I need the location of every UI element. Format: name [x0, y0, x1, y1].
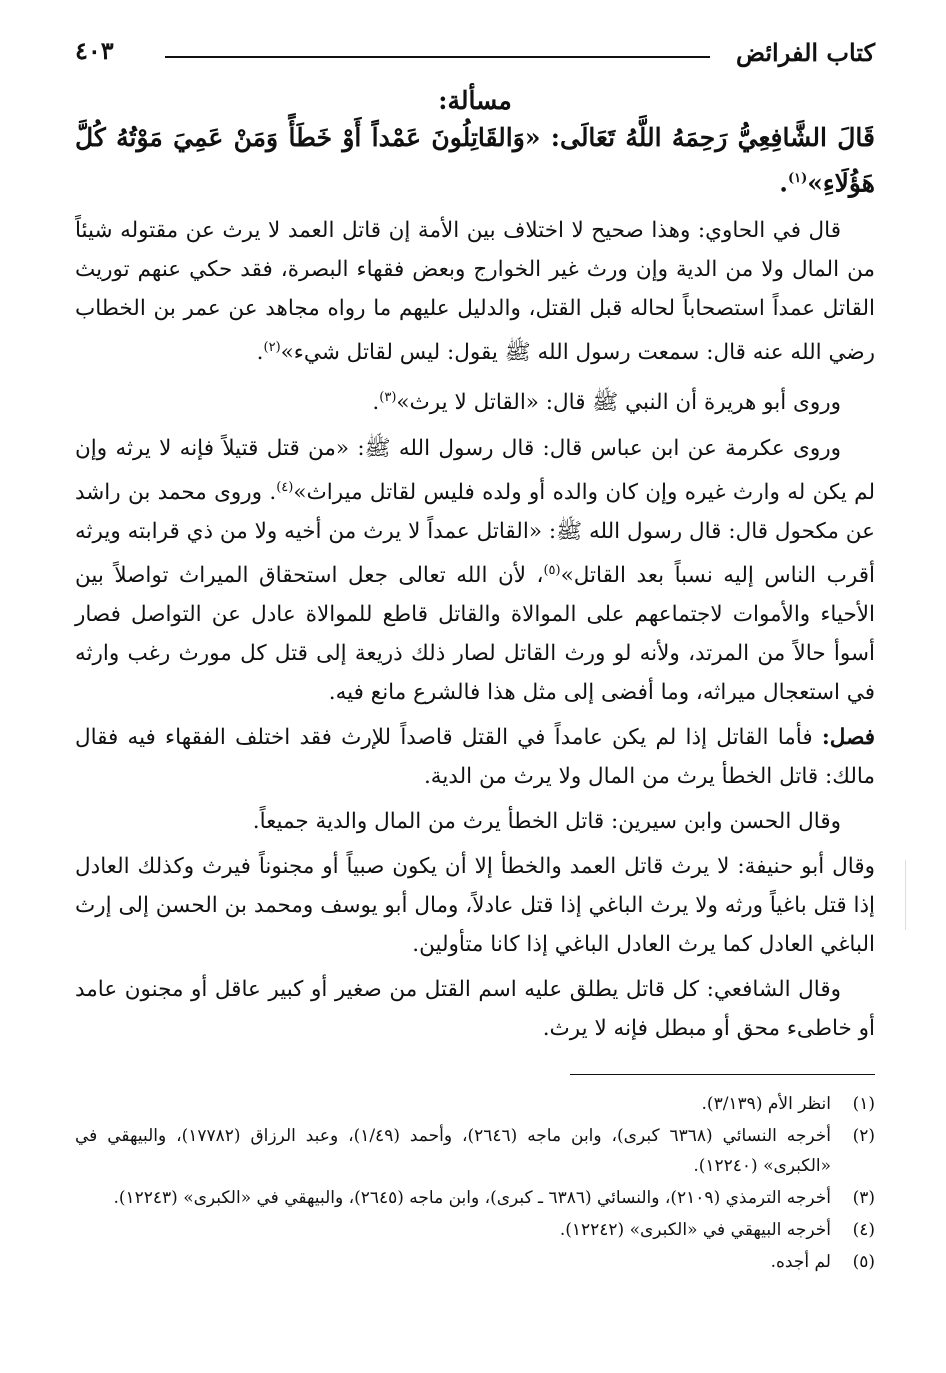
footnote [75, 1089, 875, 1119]
paragraph-1 [75, 211, 875, 372]
paragraph-3-a: وروى عكرمة عن ابن عباس قال: قال رسول الله ﷺ: «من قتل قتيلاً فإنه لا يرثه وإن لم يكن له وارث غيره وإن كان والده أو ولده فليس لقاتل ميراث» [75, 435, 876, 505]
footnote-number: (١) [852, 1093, 875, 1114]
paragraph-5: وقال الحسن وابن سيرين: قاتل الخطأ يرث من المال والدية جميعاً. [252, 808, 841, 834]
paragraph-3-c: ، لأن الله تعالى جعل استحقاق الميراث تواصلاً بين الأحياء والأموات لاجتماعهم على الموالاة والقاتل قاطع للموالاة عادل عن التواصل فصار أسوأ حالاً من المرتد، ولأنه لو ورث القاتل لصار ذلك ذريعة إلى قتل كل مورث رغب وارثه في استعجال ميراثه، وما أفضى إلى مثل هذا فالشرع مانع فيه. [75, 562, 875, 705]
paragraph-fasl-text: فأما القاتل إذا لم يكن عامداً في القتل قاصداً للإرث فقد اختلف الفقهاء فيه فقال مالك: قاتل الخطأ يرث من المال ولا يرث من الدية. [75, 724, 875, 789]
footnote-ref-1: (١) [787, 171, 808, 186]
scan-edge-mark [905, 860, 906, 930]
matn-body: قَالَ الشَّافِعِيُّ رَحِمَهُ اللَّهُ تَعَالَى: «وَالقَاتِلُونَ عَمْداً أَوْ خَطَأً وَمَنْ عَمِيَ مَوْتُهُ كُلَّ هَؤُلَاءِ» [75, 123, 875, 198]
footnote-number: (٢) [852, 1125, 875, 1146]
footnote-number: (٤) [852, 1219, 875, 1240]
paragraph-2-text: وروى أبو هريرة أن النبي ﷺ قال: «القاتل لا يرث» [396, 390, 841, 416]
section-heading: مسألة: [438, 86, 512, 115]
footnote-text: لم أجده. [770, 1251, 831, 1272]
paragraph-1-end: . [256, 340, 264, 366]
footnote-number: (٣) [852, 1187, 875, 1208]
footnote [75, 1121, 875, 1181]
paragraph-6: وقال أبو حنيفة: لا يرث قاتل العمد والخطأ إلا أن يكون صبياً أو مجنوناً فيرث وكذلك العادل إذا قتل باغياً ورثه ولا يرث الباغي إذا قتل عادلاً، ومال أبو يوسف ومحمد بن الحسن إلى إرث الباغي العادل كما يرث العادل الباغي إذا كانا متأولين. [75, 853, 875, 957]
footnote [75, 1215, 875, 1245]
header-rule [165, 56, 710, 58]
paragraph-3-b: . وروى محمد بن راشد عن مكحول قال: قال رسول الله ﷺ: «القاتل عمداً لا يرث من أخيه ولا من ذي قرابته ويرثه أقرب الناس إليه نسباً بعد القاتل» [75, 479, 876, 588]
footnote-ref-5: (٥) [543, 562, 561, 578]
book-title: كتاب الفرائض [735, 38, 875, 67]
footnote [75, 1247, 875, 1277]
footnote-text: أخرجه الترمذي (٢١٠٩)، والنسائي (٦٣٨٦ ـ كبرى)، وابن ماجه (٢٦٤٥)، والبيهقي في «الكبرى» (١٢٢٤٣). [113, 1187, 831, 1208]
paragraph-2-end: . [372, 390, 380, 416]
footnote-ref-3: (٣) [379, 390, 397, 406]
matn-text [75, 117, 875, 203]
page-number: ٤٠٣ [75, 36, 114, 65]
footnote-text: انظر الأم (٣/١٣٩). [701, 1093, 831, 1114]
footnote-number: (٥) [852, 1251, 875, 1272]
paragraph-7: وقال الشافعي: كل قاتل يطلق عليه اسم القتل من صغير أو كبير عاقل أو مجنون عامد أو خاطىء محق أو مبطل فإنه لا يرث. [75, 976, 875, 1041]
paragraph-fasl [75, 718, 875, 796]
footnote-text: أخرجه البيهقي في «الكبرى» (١٢٢٤٢). [559, 1219, 831, 1240]
matn-end: . [779, 168, 788, 198]
paragraph-2 [75, 378, 875, 422]
footnote-separator [570, 1074, 875, 1075]
book-page [75, 30, 875, 1279]
fasl-label: فصل: [821, 724, 875, 750]
footnotes [75, 1089, 875, 1277]
paragraph-3 [75, 429, 875, 712]
paragraph-1-text: قال في الحاوي: وهذا صحيح لا اختلاف بين الأمة إن قاتل العمد لا يرث عن مقتوله شيئاً من المال ولا من الدية وإن ورث غير الخوارج وبعض فقهاء البصرة، فقد حكي عنهم توريث القاتل عمداً استصحاباً لحاله قبل القتل، والدليل عليهم ما رواه مجاهد عن عمر بن الخطاب رضي الله عنه قال: سمعت رسول الله ﷺ يقول: ليس لقاتل شيء» [75, 218, 875, 366]
running-header [75, 30, 875, 74]
footnote [75, 1183, 875, 1213]
footnote-ref-4: (٤) [276, 479, 294, 495]
footnote-ref-2: (٢) [263, 340, 281, 356]
footnote-text: أخرجه النسائي (٦٣٦٨ كبرى)، وابن ماجه (٢٦٤٦)، وأحمد (١/٤٩)، وعبد الرزاق (١٧٧٨٢)، والبيهقي في «الكبرى» (١٢٢٤٠). [75, 1125, 831, 1176]
